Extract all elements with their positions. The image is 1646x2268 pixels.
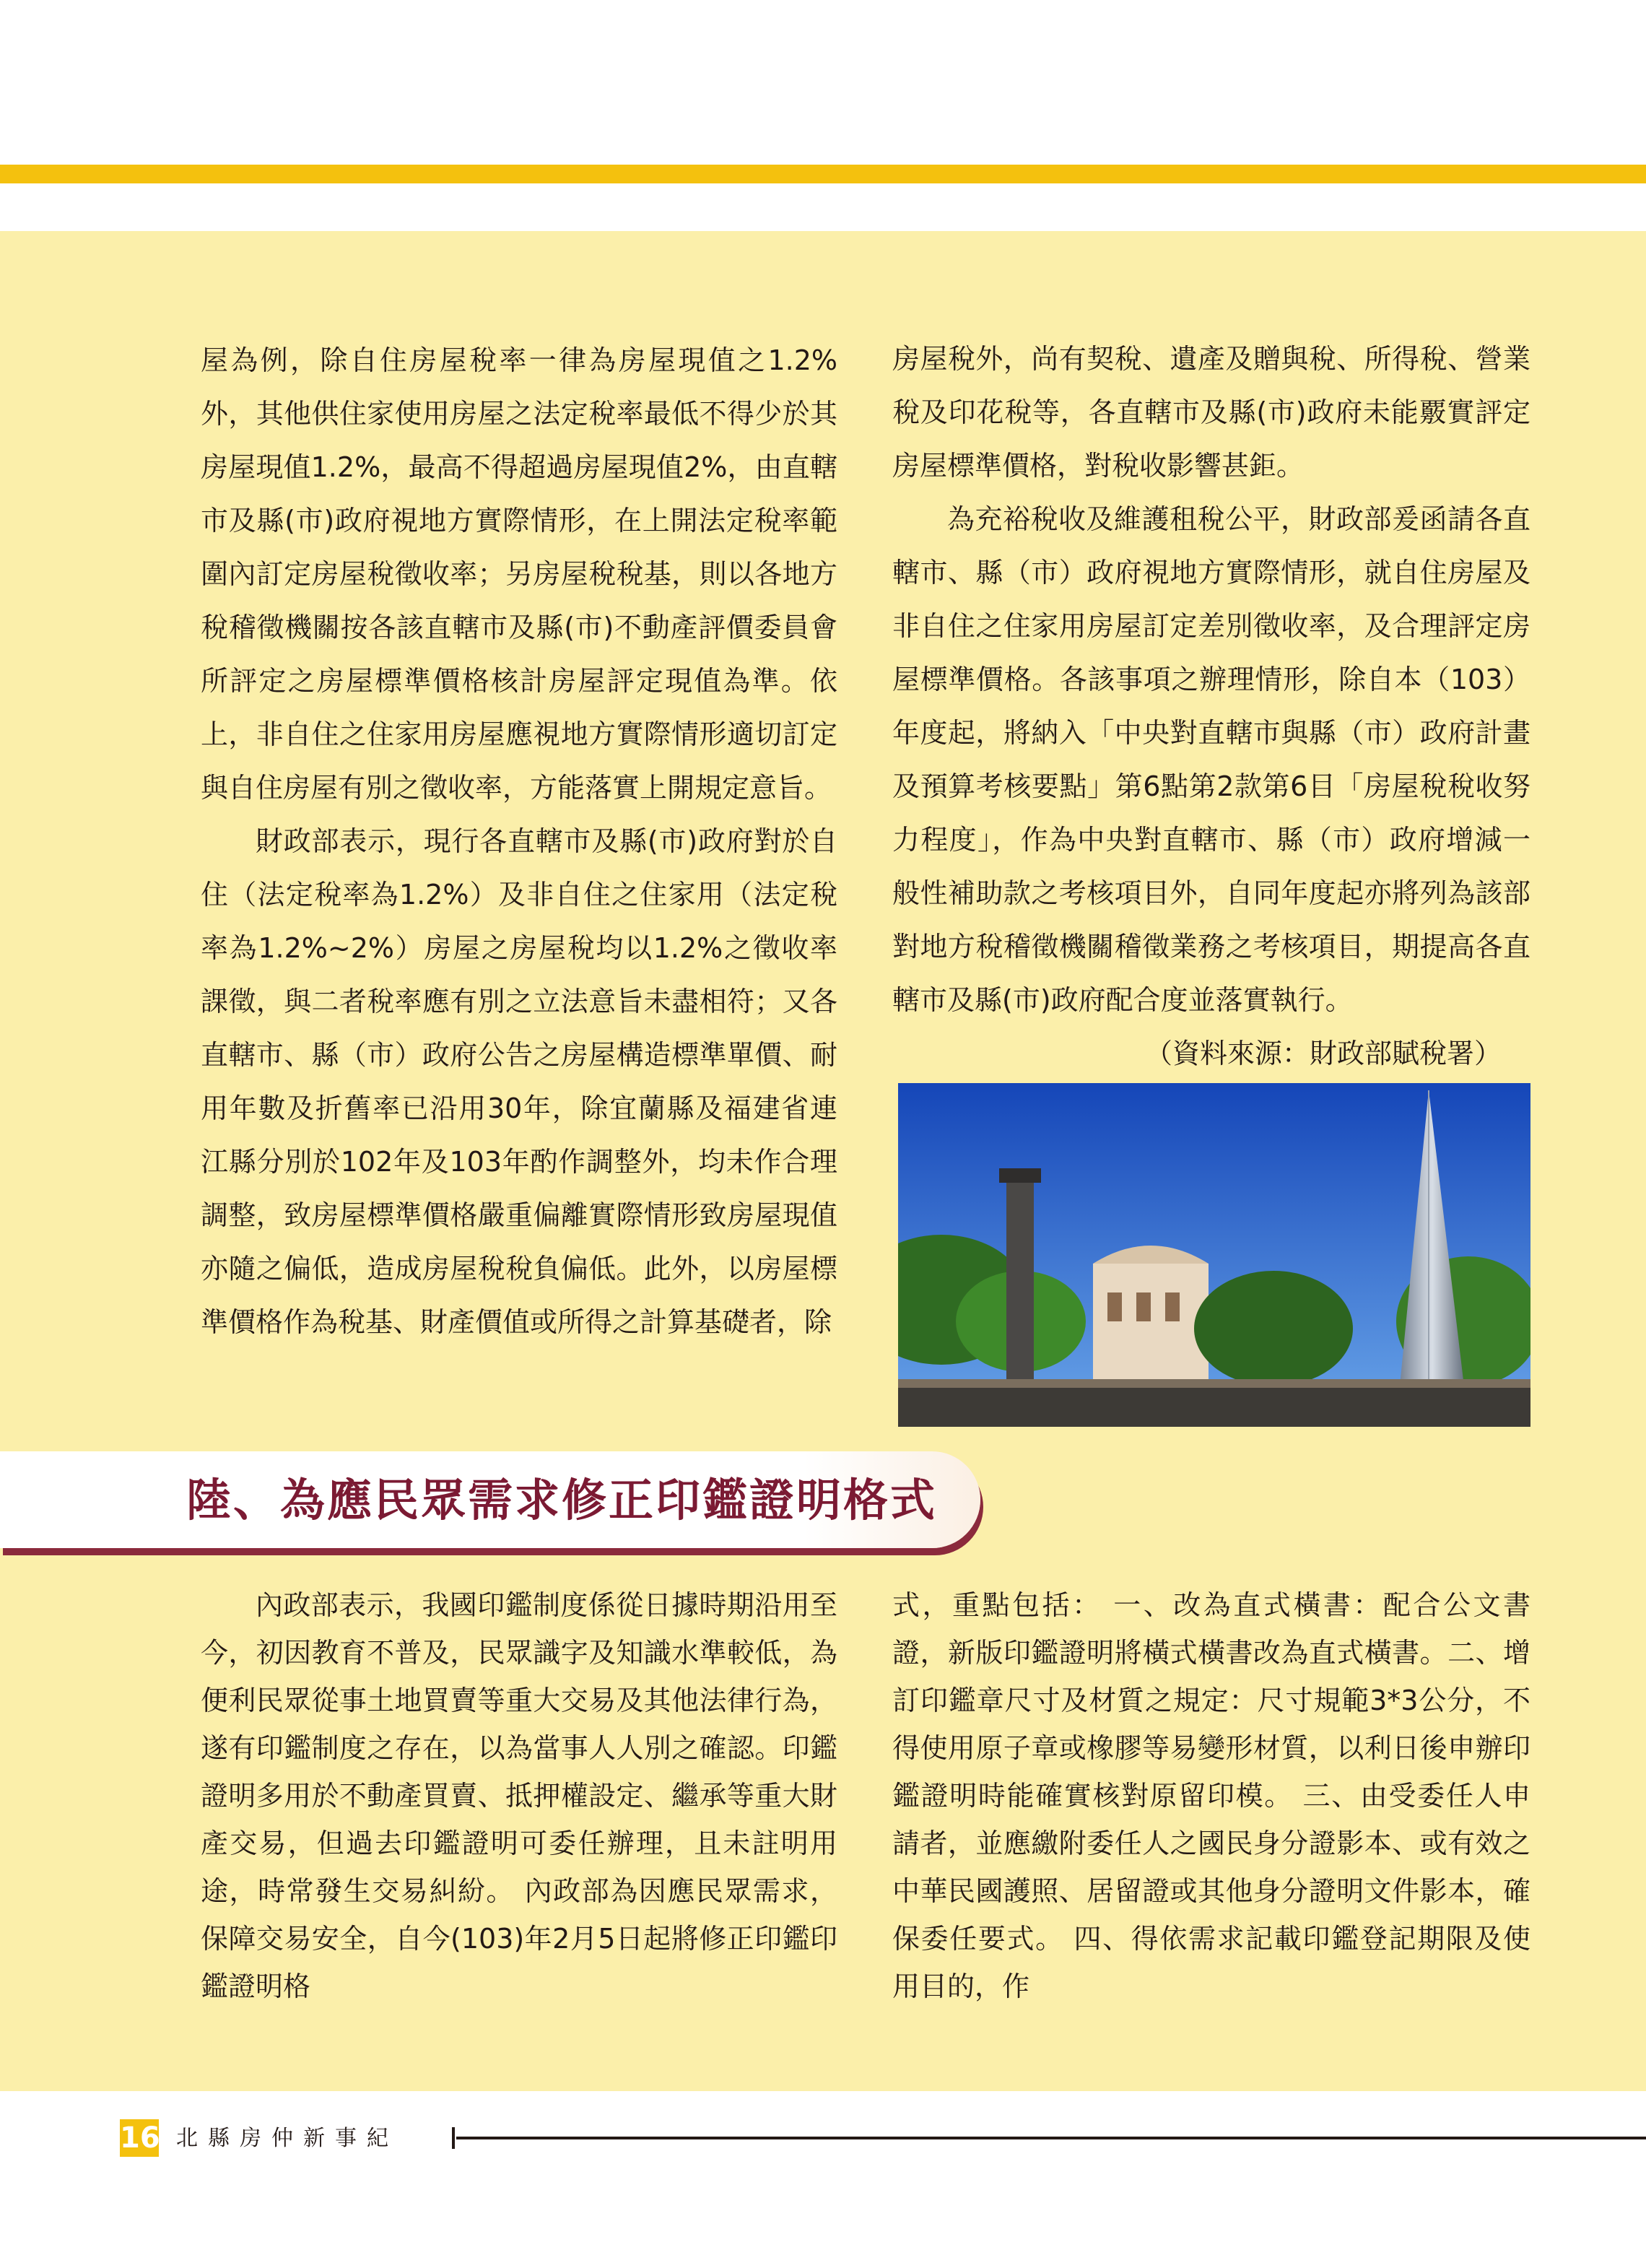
top-stripe: [0, 165, 1646, 183]
magazine-name: 北縣房仲新事紀: [176, 2126, 399, 2151]
photo-plaza-tower: [898, 1083, 1530, 1427]
paragraph: 屋為例，除自住房屋稅率一律為房屋現值之1.2%外，其他供住家使用房屋之法定稅率最低不得少於其房屋現值1.2%，最高不得超過房屋現值2%，由直轄市及縣(市)政府視地方實際情形，在上開法定稅率範圍內訂定房屋稅徵收率；另房屋稅稅基，則以各地方稅稽徵機關按各該直轄市及縣(市)不動產評價委員會所評定之房屋標準價格核計房屋評定現值為準。依上，非自住之住家用房屋應視地方實際情形適切訂定與自住房屋有別之徵收率，方能落實上開規定意旨。: [201, 344, 837, 804]
section-heading: 陸、為應民眾需求修正印鑑證明格式: [186, 1474, 938, 1526]
page-number: 16: [120, 2119, 159, 2157]
section-heading-banner: [0, 1451, 980, 1548]
article-column-right-top: [892, 332, 1530, 1080]
footer-rule-tick: [452, 2127, 455, 2149]
paragraph: 式，重點包括： 一、改為直式橫書：配合公文書證，新版印鑑證明將橫式橫書改為直式橫書。二、增訂印鑑章尺寸及材質之規定：尺寸規範3*3公分，不得使用原子章或橡膠等易變形材質，以利日後申辦印鑑證明時能確實核對原留印模。 三、由受委任人申請者，並應繳附委任人之國民身分證影本、或有效之中華民國護照、居留證或其他身分證明文件影本，確保委任要式。 四、得依需求記載印鑑登記期限及使用目的，作: [892, 1589, 1530, 2002]
paragraph: 房屋稅外，尚有契稅、遺產及贈與稅、所得稅、營業稅及印花稅等，各直轄市及縣(市)政府未能覈實評定房屋標準價格，對稅收影響甚鉅。: [892, 343, 1530, 482]
article-column-right-bottom: [892, 1581, 1530, 2010]
paragraph: 為充裕稅收及維護租稅公平，財政部爰函請各直轄市、縣（市）政府視地方實際情形，就自住房屋及非自住之住家用房屋訂定差別徵收率，及合理評定房屋標準價格。各該事項之辦理情形，除自本（103）年度起，將納入「中央對直轄市與縣（市）政府計畫及預算考核要點」第6點第2款第6目「房屋稅稅收努力程度」，作為中央對直轄市、縣（市）政府增減一般性補助款之考核項目外，自同年度起亦將列為該部對地方稅稽徵機關稽徵業務之考核項目，期提高各直轄市及縣(市)政府配合度並落實執行。: [892, 503, 1530, 1016]
source-credit: （資料來源：財政部賦稅署）: [1144, 1038, 1502, 1069]
footer-rule: [456, 2137, 1646, 2139]
page-footer: [0, 2091, 1646, 2268]
article-column-left-top: [201, 334, 837, 1349]
paragraph: 財政部表示，現行各直轄市及縣(市)政府對於自住（法定稅率為1.2%）及非自住之住家用（法定稅率為1.2%~2%）房屋之房屋稅均以1.2%之徵收率課徵，與二者稅率應有別之立法意旨未盡相符；又各直轄市、縣（市）政府公告之房屋構造標準單價、耐用年數及折舊率已沿用30年，除宜蘭縣及福建省連江縣分別於102年及103年酌作調整外，均未作合理調整，致房屋標準價格嚴重偏離實際情形致房屋現值亦隨之偏低，造成房屋稅稅負偏低。此外，以房屋標準價格作為稅基、財產價值或所得之計算基礎者，除: [201, 825, 837, 1338]
article-column-left-bottom: [201, 1581, 837, 2010]
paragraph: 內政部表示，我國印鑑制度係從日據時期沿用至今，初因教育不普及，民眾識字及知識水準較低，為便利民眾從事土地買賣等重大交易及其他法律行為，遂有印鑑制度之存在，以為當事人人別之確認。印鑑證明多用於不動產買賣、抵押權設定、繼承等重大財產交易，但過去印鑑證明可委任辦理，且未註明用途，時常發生交易糾紛。 內政部為因應民眾需求，保障交易安全，自今(103)年2月5日起將修正印鑑印鑑證明格: [201, 1589, 837, 2002]
